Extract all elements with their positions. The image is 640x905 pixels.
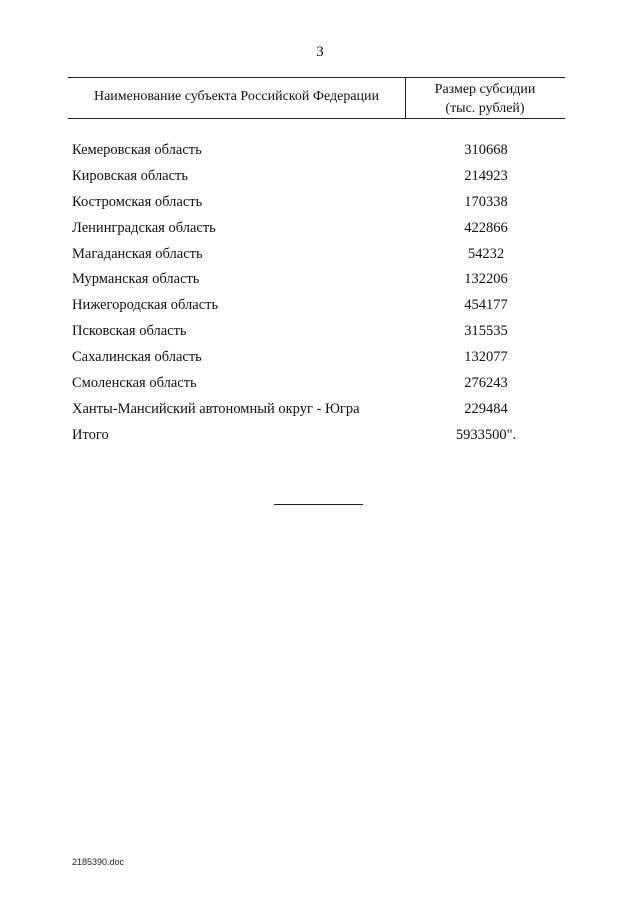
- table-row: [72, 269, 565, 295]
- row-subsidy-value: 132077: [464, 349, 508, 366]
- header-subsidy-amount: [405, 80, 565, 118]
- page-number: 3: [316, 44, 324, 60]
- row-subject-name: Ханты-Мансийский автономный округ - Югра: [72, 400, 360, 417]
- row-subject-name: Костромская область: [72, 193, 203, 210]
- row-subject-name: Сахалинская область: [72, 349, 202, 366]
- row-subsidy-value: 54232: [467, 245, 505, 262]
- table-row: [72, 295, 565, 321]
- table-row: [72, 399, 565, 425]
- end-of-document-rule: [274, 504, 363, 505]
- row-subject-name: Кемеровская область: [72, 142, 202, 158]
- table-row: [72, 218, 565, 244]
- row-subsidy-value: 422866: [464, 219, 508, 236]
- row-total-value: 5933500".: [455, 426, 517, 443]
- table-row: [72, 321, 565, 347]
- row-subsidy-value: 229484: [464, 400, 508, 417]
- row-subsidy-value: 310668: [464, 142, 508, 158]
- row-total-label: Итого: [72, 426, 109, 443]
- row-subject-name: Магаданская область: [72, 245, 203, 262]
- row-subsidy-value: 132206: [464, 271, 508, 288]
- table-top-rule: [68, 77, 565, 78]
- row-subsidy-value: 276243: [464, 375, 508, 392]
- row-subsidy-value: 214923: [464, 167, 508, 184]
- table-row: [72, 347, 565, 373]
- header-subsidy-amount-line2: (тыс. рублей): [445, 101, 525, 116]
- row-subsidy-value: 170338: [464, 193, 508, 210]
- table-row: [72, 244, 565, 270]
- header-subsidy-amount-line1: Размер субсидии: [434, 82, 536, 97]
- row-subject-name: Смоленская область: [72, 375, 197, 392]
- row-subsidy-value: 454177: [464, 297, 508, 314]
- row-subject-name: Нижегородская область: [72, 297, 219, 314]
- row-subject-name: Ленинградская область: [72, 219, 216, 236]
- table-row: [72, 140, 565, 166]
- table-row: [72, 373, 565, 399]
- row-subsidy-value: 315535: [464, 323, 508, 340]
- footer-file-name: 2185390.doc: [72, 857, 125, 867]
- table-row: [72, 192, 565, 218]
- row-subject-name: Кировская область: [72, 167, 189, 184]
- row-subject-name: Мурманская область: [72, 271, 200, 288]
- table-header-rule: [68, 118, 565, 119]
- row-subject-name: Псковская область: [72, 323, 187, 340]
- table-row-total: [72, 425, 565, 451]
- table-row: [72, 166, 565, 192]
- header-subject-name: Наименование субъекта Российской Федерации: [93, 89, 380, 104]
- table-body: [72, 140, 565, 451]
